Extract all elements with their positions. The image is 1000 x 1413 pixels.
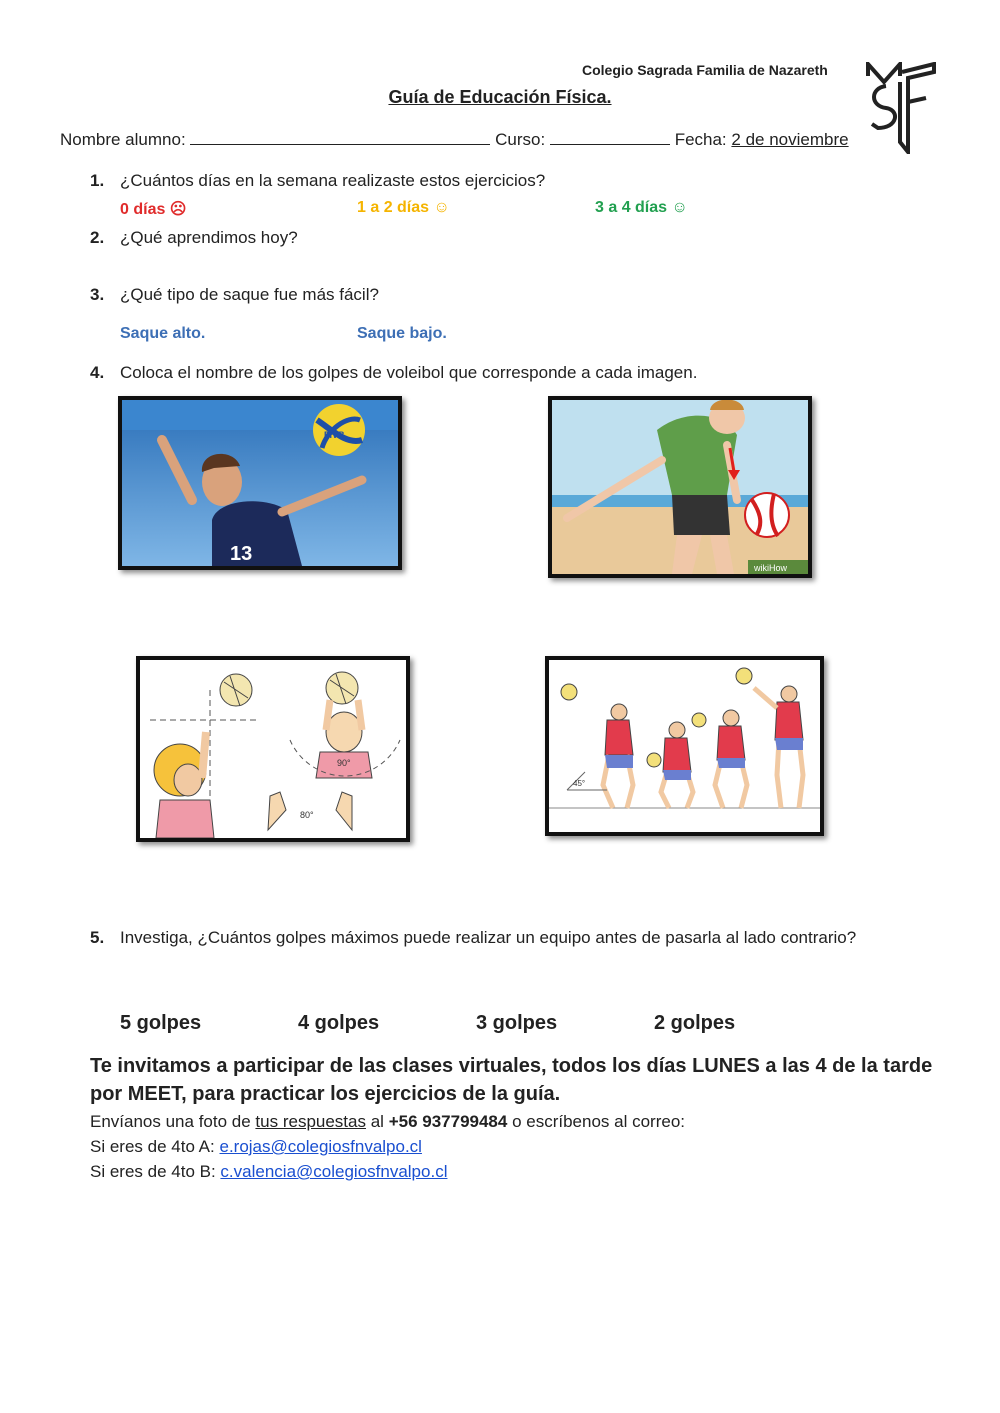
option-3-golpes[interactable]: 3 golpes	[476, 1012, 558, 1034]
forearm-pass-illustration	[549, 660, 820, 832]
option-0-days[interactable]: 0 días ☹	[120, 201, 187, 218]
question-text: Coloca el nombre de los golpes de voleibol que corresponde a cada imagen.	[120, 363, 698, 382]
send-suffix: o escríbenos al correo:	[512, 1112, 685, 1131]
question-number: 1.	[90, 171, 105, 190]
question-3	[90, 285, 379, 305]
angle-label-80: 80°	[300, 810, 314, 820]
send-instructions	[90, 1112, 685, 1132]
question-2	[90, 228, 298, 248]
course-label: Curso:	[495, 130, 546, 149]
name-label: Nombre alumno:	[60, 130, 186, 149]
question-text: Investiga, ¿Cuántos golpes máximos puede realizar un equipo antes de pasarla al lado contrario?	[120, 928, 857, 947]
invite-line-1: Te invitamos a participar de las clases virtuales, todos los días LUNES a las 4 de la tarde	[90, 1055, 933, 1077]
option-saque-alto[interactable]: Saque alto.	[120, 325, 206, 342]
group-b-contact	[90, 1162, 447, 1182]
student-info-line	[60, 130, 849, 150]
image-underhand-serve	[548, 396, 812, 578]
angle-label-90: 90°	[337, 758, 351, 768]
name-field[interactable]	[190, 130, 490, 145]
school-crest-icon	[864, 62, 936, 154]
image-forearm-pass	[545, 656, 824, 836]
question-text: ¿Qué aprendimos hoy?	[120, 228, 298, 247]
date-value: 2 de noviembre	[731, 130, 849, 149]
group-b-label: Si eres de 4to B:	[90, 1162, 216, 1181]
wikihow-watermark: wikiHow	[754, 563, 788, 573]
group-b-email-link[interactable]: c.valencia@colegiosfnvalpo.cl	[220, 1162, 448, 1181]
jersey-number: 13	[230, 543, 253, 565]
invite-line-2: por MEET, para practicar los ejercicios de la guía.	[90, 1083, 561, 1105]
ball-brand-label: FIVB	[324, 430, 345, 440]
option-3-4-days[interactable]: 3 a 4 días ☺	[595, 199, 688, 216]
group-a-email-link[interactable]: e.rojas@colegiosfnvalpo.cl	[219, 1137, 422, 1156]
question-text: ¿Cuántos días en la semana realizaste estos ejercicios?	[120, 171, 546, 190]
question-number: 5.	[90, 928, 105, 947]
option-1-2-days[interactable]: 1 a 2 días ☺	[357, 199, 450, 216]
question-5	[90, 928, 856, 948]
question-text: ¿Qué tipo de saque fue más fácil?	[120, 285, 379, 304]
overhead-serve-illustration	[122, 400, 398, 566]
send-prefix: Envíanos una foto de	[90, 1112, 251, 1131]
question-number: 2.	[90, 228, 105, 247]
question-number: 4.	[90, 363, 105, 382]
question-number: 3.	[90, 285, 105, 304]
angle-label-45: 45°	[573, 779, 586, 788]
send-mid: al	[370, 1112, 384, 1131]
school-name: Colegio Sagrada Familia de Nazareth	[582, 62, 828, 78]
phone-number: +56 937799484	[388, 1112, 508, 1131]
image-overhead-pass	[136, 656, 410, 842]
date-label: Fecha:	[674, 130, 727, 149]
page-title: Guía de Educación Física.	[388, 87, 612, 107]
option-2-golpes[interactable]: 2 golpes	[654, 1012, 736, 1034]
option-5-golpes[interactable]: 5 golpes	[120, 1012, 202, 1034]
course-field[interactable]	[550, 130, 670, 145]
group-a-contact	[90, 1137, 422, 1157]
answers-link: tus respuestas	[255, 1112, 366, 1131]
option-4-golpes[interactable]: 4 golpes	[298, 1012, 380, 1034]
image-overhead-serve	[118, 396, 402, 570]
group-a-label: Si eres de 4to A:	[90, 1137, 215, 1156]
overhead-pass-illustration	[140, 660, 406, 838]
question-4	[90, 363, 697, 383]
question-1	[90, 171, 545, 191]
underhand-serve-illustration	[552, 400, 808, 574]
option-saque-bajo[interactable]: Saque bajo.	[357, 325, 447, 342]
